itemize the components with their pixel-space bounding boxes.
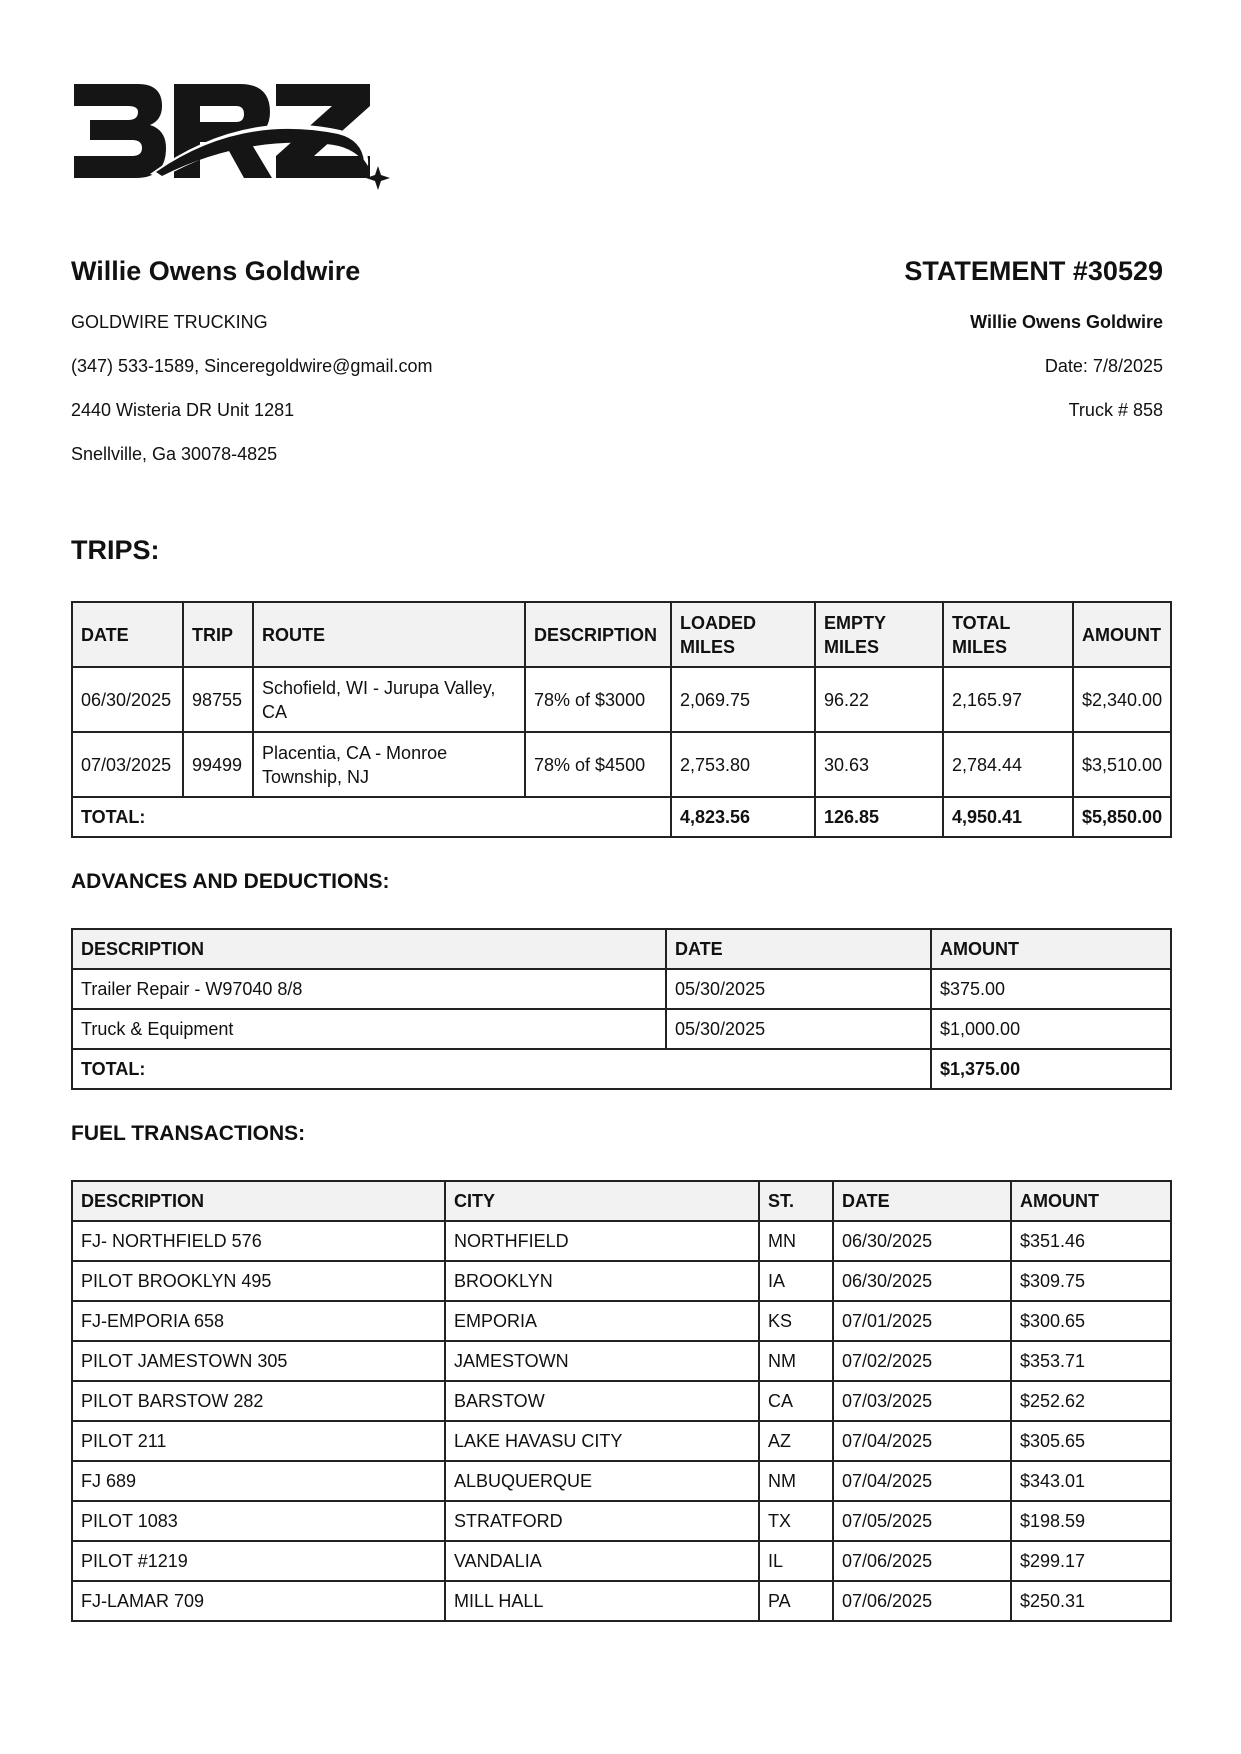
business-name: GOLDWIRE TRUCKING [71, 312, 268, 332]
table-cell: $353.71 [1011, 1341, 1171, 1381]
table-row [72, 1341, 1171, 1381]
table-cell: Schofield, WI - Jurupa Valley, CA [253, 667, 525, 732]
trips-header-cell: DATE [72, 602, 183, 667]
table-cell: 78% of $3000 [525, 667, 671, 732]
total-empty-miles: 126.85 [815, 797, 943, 837]
advances-header-cell: AMOUNT [931, 929, 1171, 969]
fuel-header-row [72, 1181, 1171, 1221]
company-info [71, 253, 432, 465]
table-cell: NM [759, 1341, 833, 1381]
table-cell: TX [759, 1501, 833, 1541]
table-cell: 99499 [183, 732, 253, 797]
table-cell: NM [759, 1461, 833, 1501]
fuel-table [71, 1180, 1172, 1622]
table-row [72, 1301, 1171, 1341]
table-row [72, 1261, 1171, 1301]
table-row [72, 1461, 1171, 1501]
table-cell: 07/01/2025 [833, 1301, 1011, 1341]
trips-header-row [72, 602, 1171, 667]
table-cell: BROOKLYN [445, 1261, 759, 1301]
table-row [72, 1581, 1171, 1621]
table-row [72, 969, 1171, 1009]
fuel-header-cell: ST. [759, 1181, 833, 1221]
contact-info: (347) 533-1589, Sinceregoldwire@gmail.com [71, 356, 433, 376]
trips-header-cell: EMPTY MILES [815, 602, 943, 667]
table-cell: FJ- NORTHFIELD 576 [72, 1221, 445, 1261]
table-cell: FJ-LAMAR 709 [72, 1581, 445, 1621]
table-row [72, 732, 1171, 797]
fuel-header-cell: AMOUNT [1011, 1181, 1171, 1221]
table-cell: $3,510.00 [1073, 732, 1171, 797]
trips-header-cell: TRIP [183, 602, 253, 667]
table-cell: PILOT #1219 [72, 1541, 445, 1581]
table-cell: 07/05/2025 [833, 1501, 1011, 1541]
table-cell: Truck & Equipment [72, 1009, 666, 1049]
table-cell: 96.22 [815, 667, 943, 732]
table-row [72, 1501, 1171, 1541]
table-cell: 05/30/2025 [666, 1009, 931, 1049]
table-row [72, 1381, 1171, 1421]
trips-title: TRIPS: [71, 535, 160, 565]
table-cell: $300.65 [1011, 1301, 1171, 1341]
table-cell: MILL HALL [445, 1581, 759, 1621]
table-cell: PILOT JAMESTOWN 305 [72, 1341, 445, 1381]
trips-header-cell: AMOUNT [1073, 602, 1171, 667]
fuel-header-cell: CITY [445, 1181, 759, 1221]
table-cell: 2,784.44 [943, 732, 1073, 797]
table-cell: CA [759, 1381, 833, 1421]
table-cell: Placentia, CA - Monroe Township, NJ [253, 732, 525, 797]
fuel-header-cell: DATE [833, 1181, 1011, 1221]
total-amount: $5,850.00 [1073, 797, 1171, 837]
table-cell: LAKE HAVASU CITY [445, 1421, 759, 1461]
total-loaded-miles: 4,823.56 [671, 797, 815, 837]
table-cell: KS [759, 1301, 833, 1341]
table-cell: 07/04/2025 [833, 1421, 1011, 1461]
table-cell: Trailer Repair - W97040 8/8 [72, 969, 666, 1009]
trips-header-cell: ROUTE [253, 602, 525, 667]
table-cell: PA [759, 1581, 833, 1621]
table-cell: JAMESTOWN [445, 1341, 759, 1381]
fuel-title: FUEL TRANSACTIONS: [71, 1122, 306, 1145]
statement-info [904, 253, 1163, 421]
table-cell: 07/03/2025 [833, 1381, 1011, 1421]
table-cell: $305.65 [1011, 1421, 1171, 1461]
advances-header-row [72, 929, 1171, 969]
table-cell: PILOT BARSTOW 282 [72, 1381, 445, 1421]
table-cell: FJ 689 [72, 1461, 445, 1501]
advances-total-row [72, 1049, 1171, 1089]
table-cell: $250.31 [1011, 1581, 1171, 1621]
table-cell: $299.17 [1011, 1541, 1171, 1581]
table-cell: 07/02/2025 [833, 1341, 1011, 1381]
table-cell: AZ [759, 1421, 833, 1461]
table-cell: $198.59 [1011, 1501, 1171, 1541]
table-cell: ALBUQUERQUE [445, 1461, 759, 1501]
total-label: TOTAL: [72, 1049, 931, 1089]
table-cell: 07/06/2025 [833, 1541, 1011, 1581]
table-cell: 30.63 [815, 732, 943, 797]
trips-table [71, 601, 1172, 838]
address-line-1: 2440 Wisteria DR Unit 1281 [71, 400, 295, 420]
table-row [72, 1421, 1171, 1461]
total-amount: $1,375.00 [931, 1049, 1171, 1089]
table-cell: $2,340.00 [1073, 667, 1171, 732]
table-cell: MN [759, 1221, 833, 1261]
table-cell: 06/30/2025 [72, 667, 183, 732]
table-cell: $1,000.00 [931, 1009, 1171, 1049]
table-cell: STRATFORD [445, 1501, 759, 1541]
brz-logo-icon [70, 78, 390, 190]
table-cell: 2,165.97 [943, 667, 1073, 732]
trips-header-cell: DESCRIPTION [525, 602, 671, 667]
table-cell: FJ-EMPORIA 658 [72, 1301, 445, 1341]
table-cell: NORTHFIELD [445, 1221, 759, 1261]
table-cell: PILOT BROOKLYN 495 [72, 1261, 445, 1301]
total-label: TOTAL: [72, 797, 671, 837]
table-cell: 2,753.80 [671, 732, 815, 797]
table-cell: BARSTOW [445, 1381, 759, 1421]
table-cell: 07/04/2025 [833, 1461, 1011, 1501]
table-cell: 07/03/2025 [72, 732, 183, 797]
advances-table [71, 928, 1172, 1090]
table-cell: $309.75 [1011, 1261, 1171, 1301]
table-cell: IA [759, 1261, 833, 1301]
table-cell: $343.01 [1011, 1461, 1171, 1501]
company-name: Willie Owens Goldwire [71, 256, 361, 286]
advances-title: ADVANCES AND DEDUCTIONS: [71, 870, 390, 893]
trips-total-row [72, 797, 1171, 837]
statement-title: STATEMENT #30529 [904, 256, 1163, 286]
advances-header-cell: DATE [666, 929, 931, 969]
table-cell: PILOT 211 [72, 1421, 445, 1461]
statement-recipient: Willie Owens Goldwire [970, 312, 1163, 332]
statement-date: Date: 7/8/2025 [1044, 356, 1163, 376]
advances-header-cell: DESCRIPTION [72, 929, 666, 969]
total-miles: 4,950.41 [943, 797, 1073, 837]
table-cell: 05/30/2025 [666, 969, 931, 1009]
table-cell: 06/30/2025 [833, 1221, 1011, 1261]
table-cell: $351.46 [1011, 1221, 1171, 1261]
table-cell: $375.00 [931, 969, 1171, 1009]
table-cell: 98755 [183, 667, 253, 732]
trips-header-cell: LOADED MILES [671, 602, 815, 667]
table-row [72, 1221, 1171, 1261]
table-cell: IL [759, 1541, 833, 1581]
table-cell: 07/06/2025 [833, 1581, 1011, 1621]
table-cell: 78% of $4500 [525, 732, 671, 797]
table-cell: PILOT 1083 [72, 1501, 445, 1541]
table-cell: EMPORIA [445, 1301, 759, 1341]
table-cell: VANDALIA [445, 1541, 759, 1581]
table-cell: 2,069.75 [671, 667, 815, 732]
truck-number: Truck # 858 [1068, 400, 1163, 420]
table-row [72, 1541, 1171, 1581]
fuel-header-cell: DESCRIPTION [72, 1181, 445, 1221]
table-cell: $252.62 [1011, 1381, 1171, 1421]
table-row [72, 1009, 1171, 1049]
table-row [72, 667, 1171, 732]
trips-header-cell: TOTAL MILES [943, 602, 1073, 667]
table-cell: 06/30/2025 [833, 1261, 1011, 1301]
address-line-2: Snellville, Ga 30078-4825 [71, 444, 278, 464]
